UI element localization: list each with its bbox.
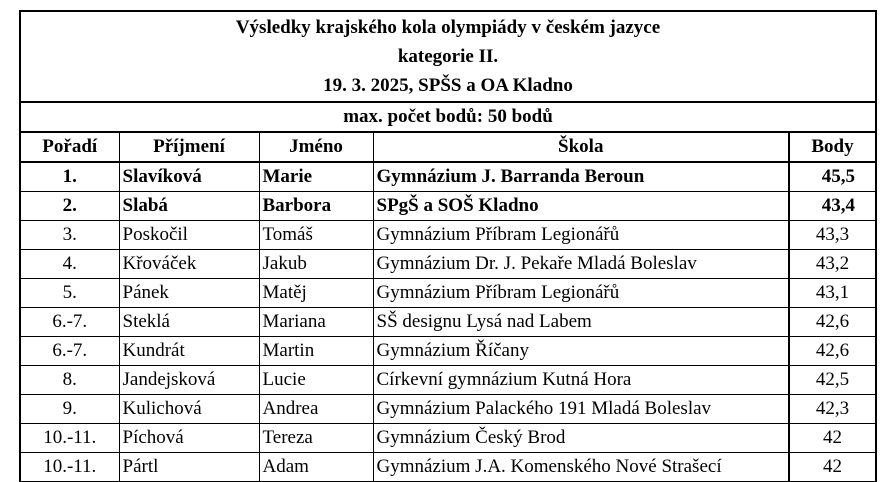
rank-cell: 10.-11. [21, 453, 119, 482]
header-surname: Příjmení [119, 133, 259, 162]
name-cell: Adam [259, 453, 373, 482]
table-row [21, 424, 875, 453]
school-cell: Gymnázium Palackého 191 Mladá Boleslav [373, 395, 789, 424]
points-cell: 42,6 [789, 308, 875, 337]
max-points-row: max. počet bodů: 50 bodů [21, 103, 875, 133]
name-cell: Tereza [259, 424, 373, 453]
surname-cell: Slabá [119, 192, 259, 221]
school-cell: Církevní gymnázium Kutná Hora [373, 366, 789, 395]
rank-cell: 10.-11. [21, 424, 119, 453]
name-cell: Jakub [259, 250, 373, 279]
school-cell: Gymnázium Dr. J. Pekaře Mladá Boleslav [373, 250, 789, 279]
points-cell: 42 [789, 424, 875, 453]
header-name: Jméno [259, 133, 373, 162]
table-row [21, 337, 875, 366]
points-cell: 45,5 [789, 162, 875, 192]
points-cell: 43,2 [789, 250, 875, 279]
header-rank: Pořadí [21, 133, 119, 162]
rank-cell: 6.-7. [21, 337, 119, 366]
rank-cell: 5. [21, 279, 119, 308]
surname-cell: Kundrát [119, 337, 259, 366]
school-cell: SŠ designu Lysá nad Labem [373, 308, 789, 337]
rank-cell: 6.-7. [21, 308, 119, 337]
surname-cell: Kulichová [119, 395, 259, 424]
table-row [21, 279, 875, 308]
header-school: Škola [373, 133, 789, 162]
rank-cell: 9. [21, 395, 119, 424]
school-cell: Gymnázium J. Barranda Beroun [373, 162, 789, 192]
surname-cell: Pánek [119, 279, 259, 308]
name-cell: Martin [259, 337, 373, 366]
surname-cell: Steklá [119, 308, 259, 337]
table-row [21, 308, 875, 337]
table-row [21, 366, 875, 395]
name-cell: Tomáš [259, 221, 373, 250]
name-cell: Matěj [259, 279, 373, 308]
title-line-3: 19. 3. 2025, SPŠS a OA Kladno [323, 75, 573, 96]
table-row [21, 192, 875, 221]
school-cell: Gymnázium Říčany [373, 337, 789, 366]
surname-cell: Křováček [119, 250, 259, 279]
table-row [21, 395, 875, 424]
results-document [19, 10, 877, 482]
points-cell: 42,3 [789, 395, 875, 424]
rank-cell: 3. [21, 221, 119, 250]
surname-cell: Jandejsková [119, 366, 259, 395]
surname-cell: Pártl [119, 453, 259, 482]
points-cell: 43,4 [789, 192, 875, 221]
points-cell: 42,6 [789, 337, 875, 366]
table-row [21, 250, 875, 279]
table-row [21, 221, 875, 250]
results-table [21, 133, 875, 482]
document-title [21, 12, 875, 103]
points-cell: 43,1 [789, 279, 875, 308]
title-line-1: Výsledky krajského kola olympiády v českém jazyce [235, 17, 661, 38]
name-cell: Mariana [259, 308, 373, 337]
surname-cell: Poskočil [119, 221, 259, 250]
rank-cell: 2. [21, 192, 119, 221]
table-header-row [21, 133, 875, 162]
rank-cell: 4. [21, 250, 119, 279]
name-cell: Lucie [259, 366, 373, 395]
surname-cell: Slavíková [119, 162, 259, 192]
title-line-2: kategorie II. [397, 46, 499, 67]
header-points: Body [789, 133, 875, 162]
rank-cell: 8. [21, 366, 119, 395]
name-cell: Marie [259, 162, 373, 192]
points-cell: 43,3 [789, 221, 875, 250]
school-cell: Gymnázium Příbram Legionářů [373, 279, 789, 308]
table-row [21, 453, 875, 482]
school-cell: Gymnázium Příbram Legionářů [373, 221, 789, 250]
points-cell: 42,5 [789, 366, 875, 395]
school-cell: SPgŠ a SOŠ Kladno [373, 192, 789, 221]
rank-cell: 1. [21, 162, 119, 192]
name-cell: Andrea [259, 395, 373, 424]
school-cell: Gymnázium Český Brod [373, 424, 789, 453]
table-row [21, 162, 875, 192]
name-cell: Barbora [259, 192, 373, 221]
school-cell: Gymnázium J.A. Komenského Nové Strašecí [373, 453, 789, 482]
points-cell: 42 [789, 453, 875, 482]
surname-cell: Píchová [119, 424, 259, 453]
